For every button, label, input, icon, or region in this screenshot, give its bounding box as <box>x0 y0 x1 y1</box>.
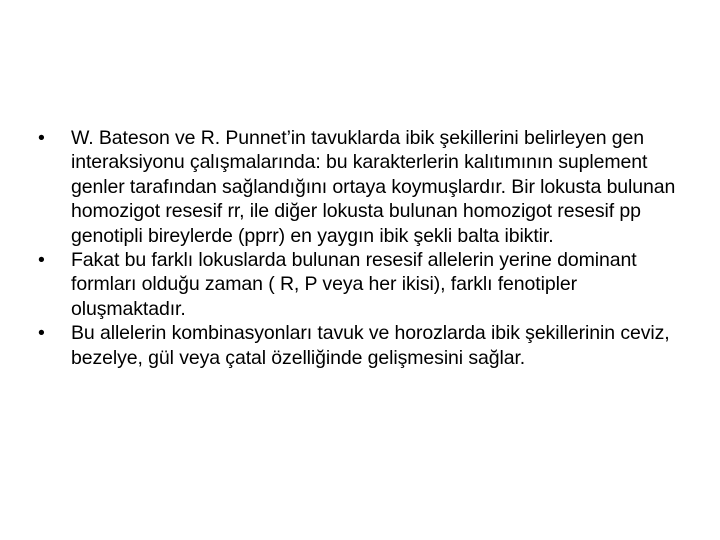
bullet-text: Bu allelerin kombinasyonları tavuk ve horozlarda ibik şekillerinin ceviz, bezelye, gül veya çatal özelliğinde gelişmesini sağlar. <box>71 322 670 369</box>
bullet-text: W. Bateson ve R. Punnet’in tavuklarda ibik şekillerini belirleyen gen interaksiyonu çalışmalarında: bu karakterlerin kalıtımının suplement genler tarafından sağlandığını ortaya koymuşlardır. Bir lokusta bulunan homozigot resesif rr, ile diğer lokusta bulunan homozigot resesif pp genotipli bireylerde (pprr) en yaygın ibik şekli balta ibiktir. <box>71 127 676 247</box>
bullet-text: Fakat bu farklı lokuslarda bulunan resesif allelerin yerine dominant formları olduğu zaman ( R, P veya her ikisi), farklı fenotipler oluşmaktadır. <box>71 249 637 320</box>
bullet-list <box>38 126 678 370</box>
bullet-dot-icon: • <box>38 322 45 345</box>
bullet-item <box>38 248 678 321</box>
bullet-dot-icon: • <box>38 249 45 272</box>
bullet-dot-icon: • <box>38 127 45 149</box>
bullet-item <box>38 126 678 248</box>
bullet-item <box>38 321 678 370</box>
